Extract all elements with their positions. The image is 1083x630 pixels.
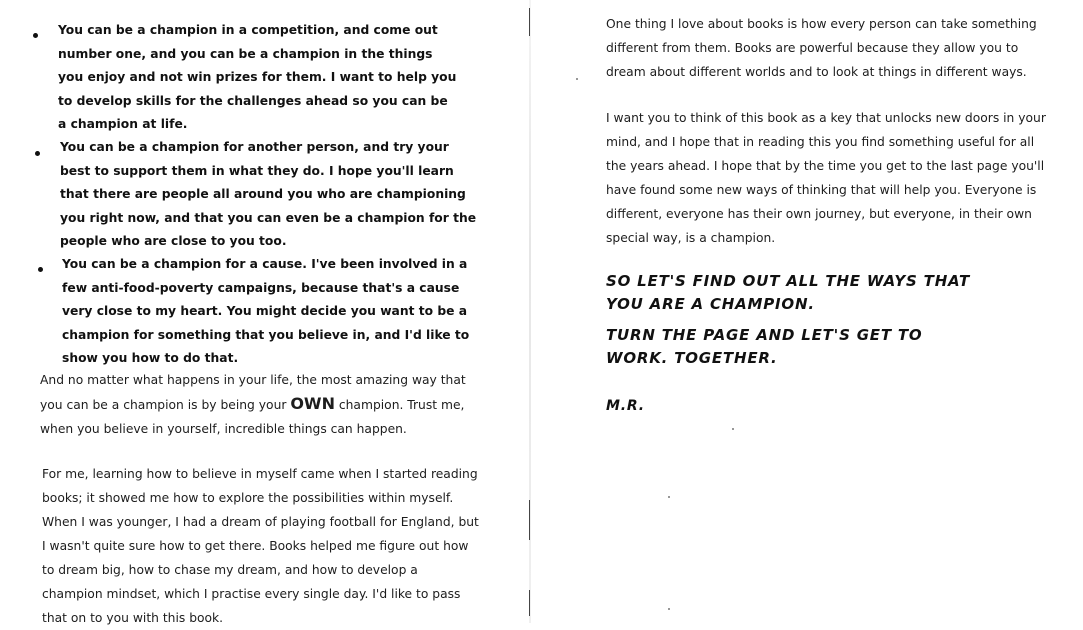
print-speck [576, 78, 578, 80]
bullet-marker [33, 33, 38, 38]
print-speck [732, 428, 734, 430]
gutter-mark [529, 590, 530, 616]
signature: M.R. [606, 398, 645, 414]
bullet-text: You can be a champion for another person, and try your best to support them in what they do. I hope you'll learn that there are people all around you who are championing you right now, and that you can even be a champion for the people who are close to you too. [60, 140, 477, 248]
bullet-marker [38, 267, 43, 272]
print-speck [668, 608, 670, 610]
handwritten-turn-page: TURN THE PAGE AND LET'S GET TO WORK. TOGETHER. [606, 326, 923, 367]
own-champion-paragraph [40, 368, 485, 441]
left-page [0, 0, 528, 623]
key-paragraph: I want you to think of this book as a key that unlocks new doors in your mind, and I hope that in reading this you find something useful for all the years ahead. I hope that by the time you get to the last page you'll have found some new ways of thinking that will help you. Everyone is different, everyone has their own journey, but everyone, in their own special way, is a champion. [606, 111, 1046, 245]
print-speck [668, 496, 670, 498]
bullet-text: You can be a champion in a competition, and come out number one, and you can be a champion in the things you enjoy and not win prizes for them. I want to help you to develop skills for the challenges ahead so you can be a champion at life. [58, 23, 457, 131]
bullet-text: You can be a champion for a cause. I've been involved in a few anti-food-poverty campaigns, because that's a cause very close to my heart. You might decide you want to be a champion for something that you believe in, and I'd like to show you how to do that. [62, 257, 470, 365]
books-powerful-paragraph: One thing I love about books is how every person can take something different from them. Books are powerful because they allow you to dream about different worlds and to look at things in different ways. [606, 17, 1037, 79]
gutter-mark [529, 500, 530, 540]
own-paragraph-after: champion. Trust me, when you believe in yourself, incredible things can happen. [40, 398, 465, 436]
right-page [532, 0, 1083, 623]
own-emphasis: OWN [290, 394, 335, 413]
books-paragraph: For me, learning how to believe in myself came when I started reading books; it showed me how to explore the possibilities within myself. When I was younger, I had a dream of playing football for England, but I wasn't quite sure how to get there. Books helped me figure out how to dream big, how to chase my dream, and how to develop a champion mindset, which I practise every single day. I'd like to pass that on to you with this book. [42, 467, 479, 625]
handwritten-find-out: SO LET'S FIND OUT ALL THE WAYS THAT YOU ARE A CHAMPION. [606, 272, 971, 313]
gutter-mark [529, 8, 530, 36]
own-paragraph-before: And no matter what happens in your life, the most amazing way that you can be a champion is by being your [40, 373, 466, 412]
bullet-marker [35, 151, 40, 156]
